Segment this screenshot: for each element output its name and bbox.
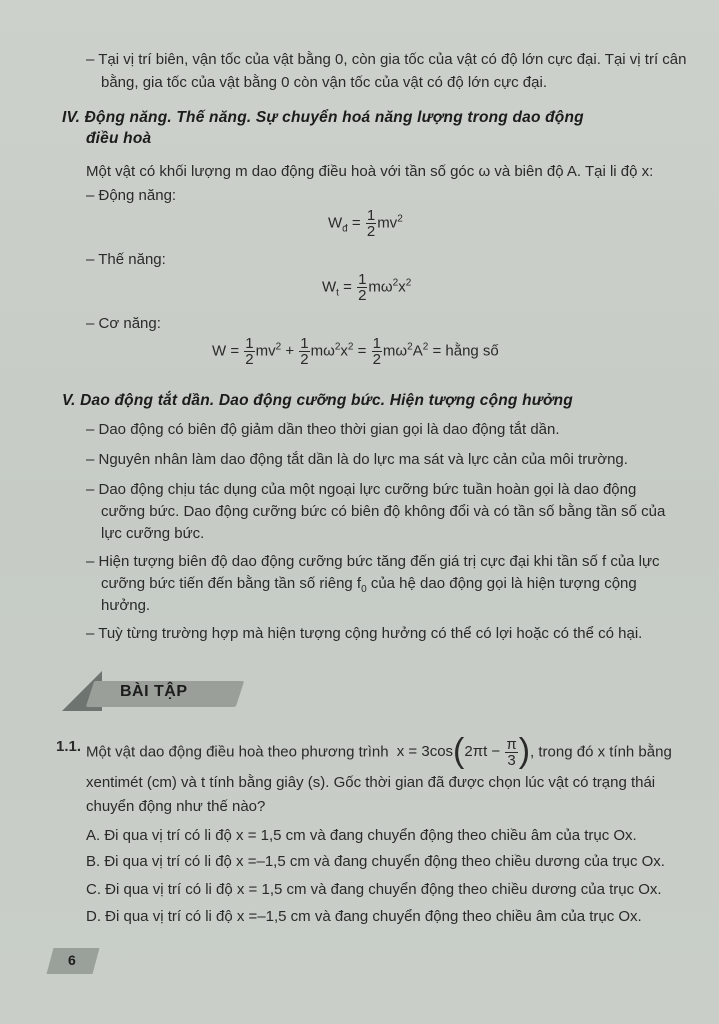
page-number: 6 xyxy=(68,952,76,968)
section-5-bullet-4-line-3: hưởng. xyxy=(101,597,151,614)
section-5-bullet-3-line-2: cưỡng bức. Dao động cưỡng bức có biên độ không đổi và có tần số bằng tần số của xyxy=(101,503,666,520)
section-5-bullet-3-line-1: – Dao động chịu tác dụng của một ngoại lực cưỡng bức tuần hoàn gọi là dao động xyxy=(86,481,637,498)
section-5-bullet-4-line-1: – Hiện tượng biên độ dao động cưỡng bức tăng đến giá trị cực đại khi tần số f của lực xyxy=(86,553,660,570)
potential-energy-formula: $W_t$ = $\frac{1}{2}$ $m\omega^2x^2$ xyxy=(322,271,412,304)
top-bullet-line-1: – Tại vị trí biên, vận tốc của vật bằng 0, còn gia tốc của vật có độ lớn cực đại. Tại vị trí cân xyxy=(86,51,687,68)
exercises-heading: BÀI TẬP xyxy=(120,683,188,700)
option-c: C. Đi qua vị trí có li độ x = 1,5 cm và đang chuyển động theo chiều dương của trục Ox. xyxy=(86,881,662,898)
question-number: 1.1. xyxy=(56,738,82,755)
section-4-intro: Một vật có khối lượng m dao động điều hoà với tần số góc ω và biên độ A. Tại li độ x: xyxy=(86,163,654,180)
section-5-bullet-4-line-2: cưỡng bức tiến đến bằng tần số riêng $f_0$ của hệ dao động gọi là hiện tượng cộng xyxy=(101,575,637,595)
section-5-bullet-5: – Tuỳ từng trường hợp mà hiện tượng cộng hưởng có thể có lợi hoặc có thể có hại. xyxy=(86,625,643,642)
section-5-bullet-3-line-3: lực cưỡng bức. xyxy=(101,525,205,542)
potential-energy-label: – Thế năng: xyxy=(86,251,166,268)
section-4-title-line-1: IV. Động năng. Thế năng. Sự chuyển hoá năng lượng trong dao động xyxy=(62,109,584,126)
exercises-badge xyxy=(62,671,250,713)
top-bullet-line-2: bằng, gia tốc của vật bằng 0 còn vận tốc của vật có độ lớn cực đại. xyxy=(101,74,547,91)
question-line-1: Một vật dao động điều hoà theo phương trình x = 3cos(2πt − $\frac{\pi}{3}$ ), trong đó x tính bằng xyxy=(86,732,672,771)
option-b: B. Đi qua vị trí có li độ x =–1,5 cm và đang chuyển động theo chiều dương của trục Ox. xyxy=(86,853,665,870)
option-a: A. Đi qua vị trí có li độ x = 1,5 cm và đang chuyển động theo chiều âm của trục Ox. xyxy=(86,827,637,844)
section-5-bullet-1: – Dao động có biên độ giảm dần theo thời gian gọi là dao động tắt dần. xyxy=(86,421,560,438)
section-5-title: V. Dao động tắt dần. Dao động cưỡng bức. Hiện tượng cộng hưởng xyxy=(62,392,573,409)
section-4-title-line-2: điều hoà xyxy=(86,130,152,147)
question-line-3: chuyển động như thế nào? xyxy=(86,798,266,815)
kinetic-energy-formula: $W_đ$ = $\frac{1}{2}$ $mv^2$ xyxy=(328,207,403,240)
kinetic-energy-label: – Động năng: xyxy=(86,187,177,204)
section-5-bullet-2: – Nguyên nhân làm dao động tắt dần là do lực ma sát và lực cản của môi trường. xyxy=(86,451,628,468)
mechanical-energy-label: – Cơ năng: xyxy=(86,315,161,332)
question-line-2: xentimét (cm) và t tính bằng giây (s). Gốc thời gian đã được chọn lúc vật có trạng thái xyxy=(86,774,656,791)
option-d: D. Đi qua vị trí có li độ x =–1,5 cm và đang chuyển động theo chiều âm của trục Ox. xyxy=(86,908,642,925)
mechanical-energy-formula: W = $\frac{1}{2}$ $mv^2$ + $\frac{1}{2}$ $m\omega^2x^2$ = $\frac{1}{2}$ $m\omega^2A^2$ = hằng số xyxy=(212,335,499,368)
